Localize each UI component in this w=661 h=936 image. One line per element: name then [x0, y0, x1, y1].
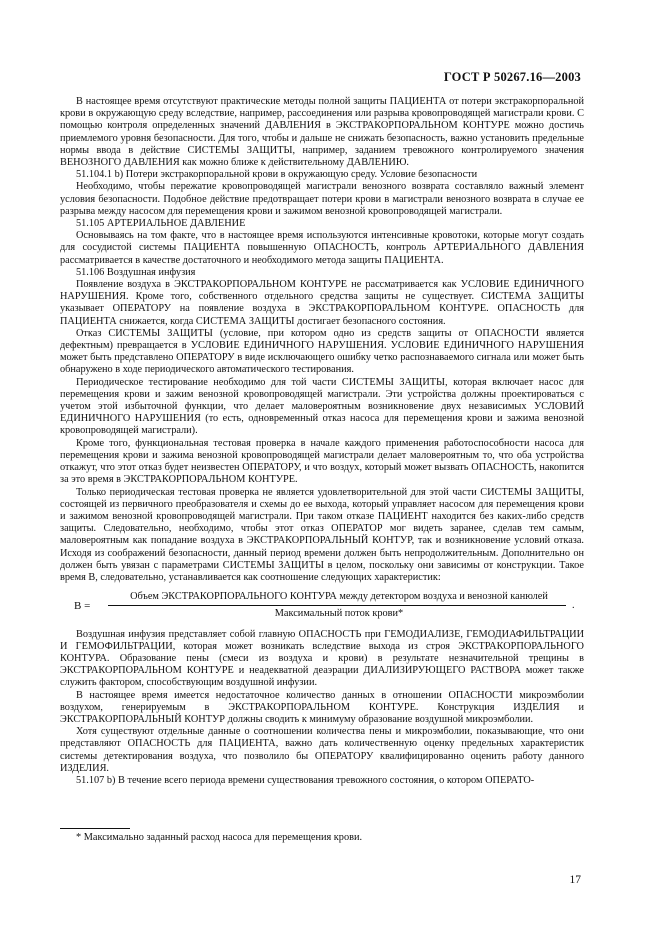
paragraph: Кроме того, функциональная тестовая проверка в начале каждого применения работоспособности насоса для перемещения крови и зажима венозной кровопроводящей магистрали делает маловероятным то, что оба устройства откажут, что этот отказ будет неизвестен ОПЕРАТОРУ, и что воздух, который может вызвать ОПАСНОСТЬ, накопится за это время в ЭКСТРАКОРПОРАЛЬНОМ КОНТУРЕ. [60, 437, 584, 486]
formula-numerator: Объем ЭКСТРАКОРПОРАЛЬНОГО КОНТУРА между детектором воздуха и венозной канюлей [130, 591, 548, 603]
section-heading: 51.104.1 b) Потери экстракорпоральной крови в окружающую среду. Условие безопасности [76, 169, 478, 181]
paragraph: В настоящее время имеется недостаточное количество данных в отношении ОПАСНОСТИ микроэмболии воздухом, генерируемым в ЭКСТРАКОРПОРАЛЬНОМ КОНТУРЕ. Конструкция ИЗДЕЛИЯ и ЭКСТРАКОРПОРАЛЬНЫЙ КОНТУР должны сводить к минимуму образование воздушной микроэмболии. [60, 689, 584, 725]
section-heading: 51.106 Воздушная инфузия [76, 266, 196, 278]
footnote: * Максимально заданный расход насоса для перемещения крови. [76, 832, 363, 843]
formula-denominator: Максимальный поток крови* [274, 608, 404, 620]
paragraph: Периодическое тестирование необходимо для той части СИСТЕМЫ ЗАЩИТЫ, которая включает насос для перемещения крови и зажим венозной кровопроводящей магистрали. Эти устройства должны проектироваться с учетом этой избыточной функции, что делает маловероятным возникновение двух независимых УСЛОВИЙ ЕДИНИЧНОГО НАРУШЕНИЯ (то есть, одновременный отказ насоса для перемещения крови и зажима венозной кровопроводящей магистрали). [60, 376, 584, 437]
paragraph: Необходимо, чтобы пережатие кровопроводящей магистрали венозного возврата составляло важный элемент условия безопасности. Подобное действие предотвращает потери крови в магистрали венозного возврата в случае ее разрыва между насосом для перемещения крови и зажимом венозной кровопроводящей магистрали. [60, 181, 584, 217]
paragraph: Хотя существуют отдельные данные о соотношении количества пены и микроэмболии, показывающие, что они представляют ОПАСНОСТЬ для ПАЦИЕНТА, важно дать количественную оценку предельных характеристик системы детектирования воздуха, что позволило бы ОПЕРАТОРУ квалифицированно оценить работу данного ИЗДЕЛИЯ. [60, 726, 584, 774]
formula-fraction [108, 591, 570, 620]
formula-end: . [572, 599, 575, 611]
paragraph: В настоящее время отсутствуют практические методы полной защиты ПАЦИЕНТА от потери экстракорпоральной крови в окружающую среду вследствие, например, рассоединения или разрыва кровопроводящей магистрали крови. С помощью контроля определенных значений ДАВЛЕНИЯ в ЭКСТРАКОРПОРАЛЬНОМ КОНТУРЕ можно достичь приемлемого уровня безопасности. Для того, чтобы и дальше не снижать безопасность, важно установить предельные нормы ввода в действие СИСТЕМЫ ЗАЩИТЫ, например, заданием тревожного контролируемого значения ВЕНОЗНОГО ДАВЛЕНИЯ как можно ближе к действительному ДАВЛЕНИЮ. [60, 96, 584, 169]
formula [60, 591, 584, 620]
paragraph: Отказ СИСТЕМЫ ЗАЩИТЫ (условие, при котором одно из средств защиты от ОПАСНОСТИ является дефектным) превращается в УСЛОВИЕ ЕДИНИЧНОГО НАРУШЕНИЯ. УСЛОВИЕ ЕДИНИЧНОГО НАРУШЕНИЯ может быть представлено ОПЕРАТОРУ в виде исключающего ошибку четко распознаваемого сигнала или может быть обнаружено в ходе периодического автоматического тестирования. [60, 327, 584, 376]
section-heading: 51.105 АРТЕРИАЛЬНОЕ ДАВЛЕНИЕ [76, 218, 246, 230]
paragraph: Появление воздуха в ЭКСТРАКОРПОРАЛЬНОМ КОНТУРЕ не рассматривается как УСЛОВИЕ ЕДИНИЧНОГО НАРУШЕНИЯ. Кроме того, собственного отдельного средства защиты не существует. СИСТЕМА ЗАЩИТЫ указывает ОПЕРАТОРУ на появление воздуха в ЭКСТРАКОРПОРАЛЬНОМ КОНТУРЕ. ОПАСНОСТЬ для ПАЦИЕНТА снижается, когда СИСТЕМА ЗАЩИТЫ достигает безопасного состояния. [60, 279, 584, 327]
paragraph: Воздушная инфузия представляет собой главную ОПАСНОСТЬ при ГЕМОДИАЛИЗЕ, ГЕМОДИАФИЛЬТРАЦИИ И ГЕМОФИЛЬТРАЦИИ, которая может возникать вследствие выхода из строя ЭКСТРАКОРПОРАЛЬНОГО КОНТУРА. Образование пены (смеси из воздуха и крови) в результате незначительной трещины в ЭКСТРАКОРПОРАЛЬНОМ КОНТУРЕ и неадекватной деаэрации ДИАЛИЗИРУЮЩЕГО РАСТВОРА может также служить фактором, способствующим воздушной инфузии. [60, 628, 584, 689]
page-body [60, 96, 584, 787]
paragraph: Только периодическая тестовая проверка не является удовлетворительной для этой части СИСТЕМЫ ЗАЩИТЫ, состоящей из первичного преобразователя и схемы до ее выхода, который управляет насосом для перемещения крови и зажимом венозной кровопроводящей магистрали. При таком отказе ПАЦИЕНТ находится без каких-либо средств защиты. Следовательно, необходимо, чтобы этот отказ ОПЕРАТОР мог видеть заранее, сделав тем самым, маловероятным как попадание воздуха в ЭКСТРАКОРПОРАЛЬНЫЙ КОНТУР, так и возникновение условий отказа. Исходя из соображений безопасности, данный период времени должен быть непродолжительным. Дополнительно он должен быть увязан с параметрами СИСТЕМЫ ЗАЩИТЫ в целом, поскольку они зависимы от конструкции. Такое время В, следовательно, устанавливается как соотношение следующих характеристик: [60, 486, 584, 583]
document-id: ГОСТ Р 50267.16—2003 [443, 70, 581, 84]
section-heading: 51.107 b) В течение всего периода времени существования тревожного состояния, о котором ОПЕРАТО- [76, 774, 535, 786]
page-number: 17 [569, 874, 581, 886]
formula-lhs: В = [74, 599, 91, 612]
footnote-rule [60, 828, 130, 829]
paragraph: Основываясь на том факте, что в настоящее время используются интенсивные кровотоки, которые могут создать для сосудистой системы ПАЦИЕНТА повышенную ОПАСНОСТЬ, контроль АРТЕРИАЛЬНОГО ДАВЛЕНИЯ рассматривается в качестве достаточного и необходимого метода защиты ПАЦИЕНТА. [60, 230, 584, 266]
